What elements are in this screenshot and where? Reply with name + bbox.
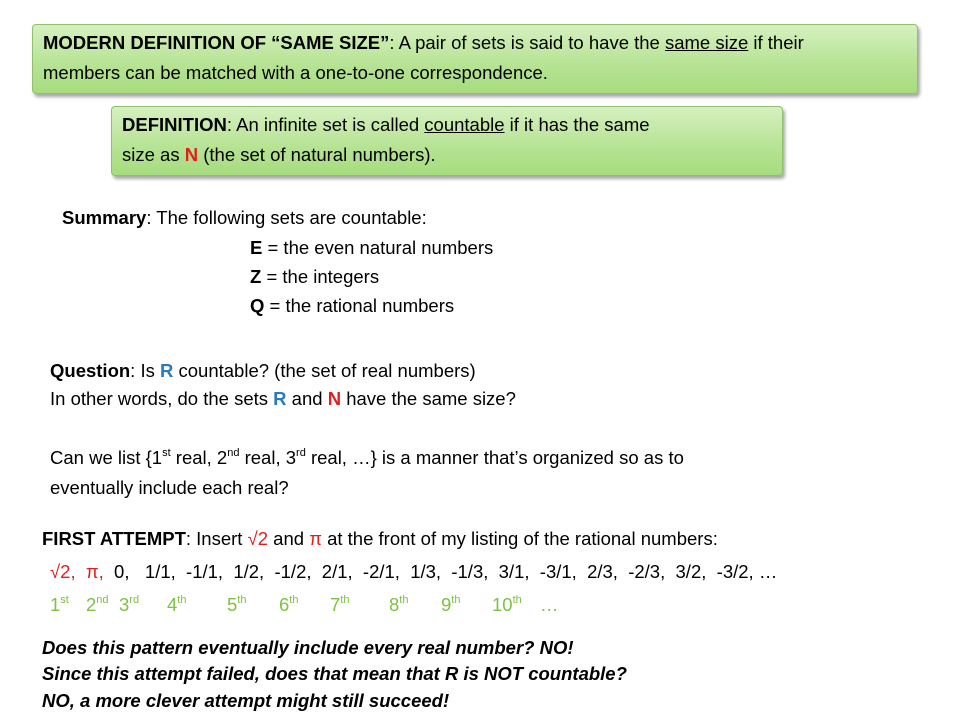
ordinal-4: 4th	[167, 594, 187, 615]
same-size-term: same size	[664, 32, 749, 53]
ordinal-10: 10th	[492, 594, 522, 615]
countable-definition-line2: size as N (the set of natural numbers).	[122, 144, 436, 165]
naturals-symbol: N	[184, 144, 199, 165]
ordinal-ellipsis: …	[540, 594, 559, 615]
ordinal-3: 3rd	[119, 594, 140, 615]
ordinal-5: 5th	[227, 594, 247, 615]
ordinal-9: 9th	[441, 594, 461, 615]
sequence-line	[50, 561, 777, 583]
question-line2: In other words, do the sets R and N have the same size?	[50, 388, 516, 409]
summary-item-rationals: Q = the rational numbers	[250, 295, 455, 316]
sequence-sqrt2: √2,	[50, 561, 76, 582]
sequence-rationals: 0, 1/1, -1/1, 1/2, -1/2, 2/1, -2/1, 1/3, -1/3, 3/1, -3/1, 2/3, -2/3, 3/2, -3/2, …	[103, 561, 778, 582]
ordinal-6: 6th	[279, 594, 299, 615]
ordinal-1: 1st	[50, 594, 69, 615]
same-size-definition-line1: MODERN DEFINITION OF “SAME SIZE”: A pair of sets is said to have the same size if their	[43, 32, 804, 53]
conclusion-line3: NO, a more clever attempt might still succeed!	[42, 690, 450, 711]
question-line1: Question: Is R countable? (the set of real numbers)	[50, 360, 476, 381]
countable-term: countable	[424, 114, 505, 135]
summary-line: Summary: The following sets are countable:	[62, 207, 427, 228]
first-attempt-line: FIRST ATTEMPT: Insert √2 and π at the front of my listing of the rational numbers:	[42, 528, 718, 549]
sequence-pi: π,	[85, 561, 104, 582]
same-size-definition-line2: members can be matched with a one-to-one correspondence.	[43, 62, 548, 83]
ordinal-2: 2nd	[86, 594, 109, 615]
countable-definition-box	[111, 106, 783, 176]
conclusion-line2: Since this attempt failed, does that mean that R is NOT countable?	[42, 663, 627, 684]
countable-heading: DEFINITION	[122, 114, 227, 135]
summary-item-integers: Z = the integers	[250, 266, 380, 287]
same-size-definition-box	[32, 24, 918, 94]
same-size-heading: MODERN DEFINITION OF “SAME SIZE”	[43, 32, 390, 53]
countable-definition-line1: DEFINITION: An infinite set is called countable if it has the same	[122, 114, 650, 135]
ordinal-7: 7th	[330, 594, 350, 615]
question-line4: eventually include each real?	[50, 477, 289, 498]
summary-item-evens: E = the even natural numbers	[250, 237, 494, 258]
ordinal-8: 8th	[389, 594, 409, 615]
conclusion-line1: Does this pattern eventually include every real number? NO!	[42, 637, 574, 658]
question-line3: Can we list {1st real, 2nd real, 3rd real, …} is a manner that’s organized so as to	[50, 447, 684, 468]
